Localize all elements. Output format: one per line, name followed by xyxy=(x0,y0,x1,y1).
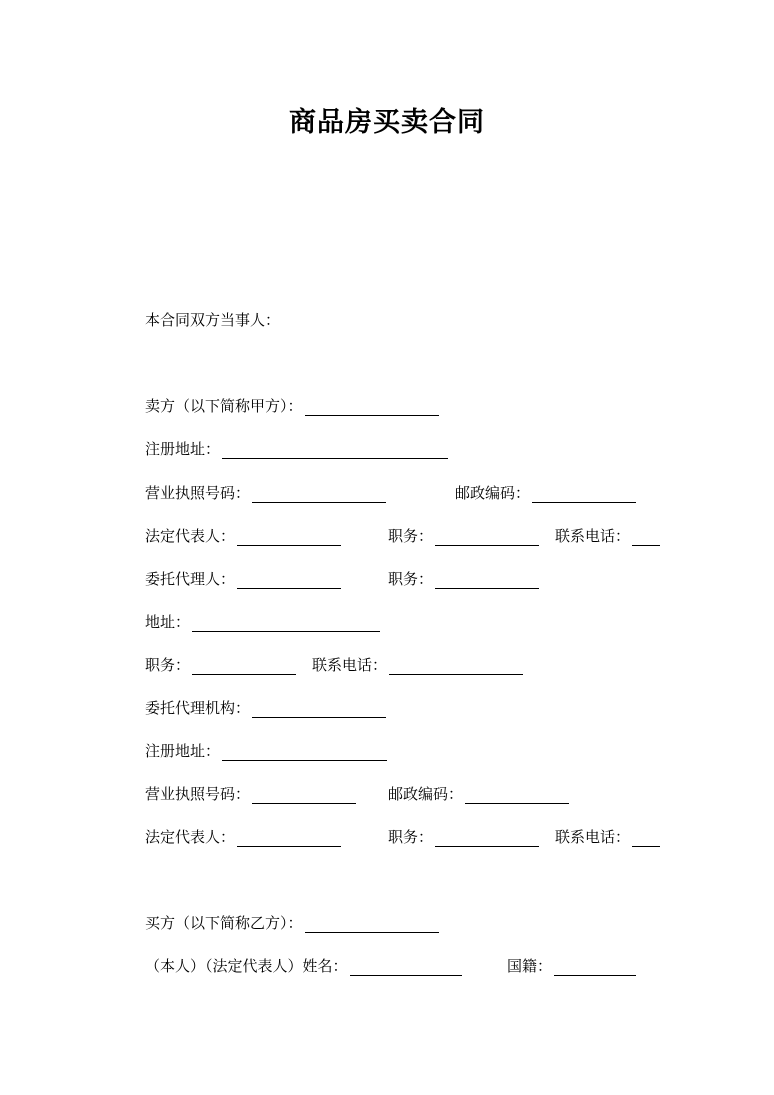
nationality-field[interactable] xyxy=(554,959,636,976)
agency-address-field[interactable] xyxy=(222,744,387,761)
agency-legal-rep-field[interactable] xyxy=(237,830,341,847)
address-label: 地址： xyxy=(145,613,191,631)
seller-agent-field[interactable] xyxy=(237,572,341,589)
seller-postcode-field[interactable] xyxy=(532,486,636,503)
address-phone-label: 联系电话： xyxy=(312,656,388,674)
agency-license-field[interactable] xyxy=(252,787,356,804)
seller-address-label: 注册地址： xyxy=(145,440,221,458)
agency-address-row xyxy=(145,737,387,761)
agency-address-label: 注册地址： xyxy=(145,742,221,760)
agency-legal-rep-label: 法定代表人： xyxy=(145,828,236,846)
buyer-row xyxy=(145,909,439,933)
agency-position-label: 职务： xyxy=(388,828,434,846)
agency-postcode-field[interactable] xyxy=(465,787,569,804)
buyer-person-row xyxy=(145,952,636,976)
nationality-label: 国籍： xyxy=(507,957,553,975)
seller-row xyxy=(145,392,439,416)
address-position-label: 职务： xyxy=(145,656,191,674)
seller-license-label: 营业执照号码： xyxy=(145,484,251,502)
agency-field[interactable] xyxy=(252,701,386,718)
agency-postcode-label: 邮政编码： xyxy=(388,785,464,803)
seller-phone-field[interactable] xyxy=(632,529,660,546)
buyer-person-field[interactable] xyxy=(350,959,462,976)
address-row xyxy=(145,608,380,632)
agency-legal-rep-row xyxy=(145,823,660,847)
seller-agent-label: 委托代理人： xyxy=(145,570,236,588)
seller-legal-rep-field[interactable] xyxy=(237,529,341,546)
agency-license-row xyxy=(145,780,569,804)
address-field[interactable] xyxy=(192,615,380,632)
seller-postcode-label: 邮政编码： xyxy=(455,484,531,502)
buyer-name-field[interactable] xyxy=(305,916,439,933)
seller-position-label: 职务： xyxy=(388,527,434,545)
seller-legal-rep-label: 法定代表人： xyxy=(145,527,236,545)
seller-position-field[interactable] xyxy=(435,529,539,546)
intro-row xyxy=(145,306,280,330)
seller-agent-position-field[interactable] xyxy=(435,572,539,589)
agency-phone-field[interactable] xyxy=(632,830,660,847)
intro-label: 本合同双方当事人： xyxy=(145,311,281,329)
address-position-field[interactable] xyxy=(192,658,296,675)
seller-address-row xyxy=(145,435,448,459)
buyer-label: 买方（以下简称乙方）： xyxy=(145,914,303,932)
seller-license-row xyxy=(145,479,636,503)
agency-label: 委托代理机构： xyxy=(145,699,251,717)
agency-row xyxy=(145,694,386,718)
seller-address-field[interactable] xyxy=(222,442,448,459)
seller-phone-label: 联系电话： xyxy=(555,527,631,545)
address-position-row xyxy=(145,651,523,675)
seller-agent-row xyxy=(145,565,539,589)
seller-legal-rep-row xyxy=(145,522,660,546)
address-phone-field[interactable] xyxy=(389,658,523,675)
agency-position-field[interactable] xyxy=(435,830,539,847)
agency-license-label: 营业执照号码： xyxy=(145,785,251,803)
buyer-person-label: （本人）（法定代表人）姓名： xyxy=(145,957,348,975)
seller-agent-position-label: 职务： xyxy=(388,570,434,588)
seller-license-field[interactable] xyxy=(252,486,386,503)
document-title: 商品房买卖合同 xyxy=(289,107,485,138)
seller-name-field[interactable] xyxy=(305,399,439,416)
agency-phone-label: 联系电话： xyxy=(555,828,631,846)
seller-label: 卖方（以下简称甲方）： xyxy=(145,397,303,415)
